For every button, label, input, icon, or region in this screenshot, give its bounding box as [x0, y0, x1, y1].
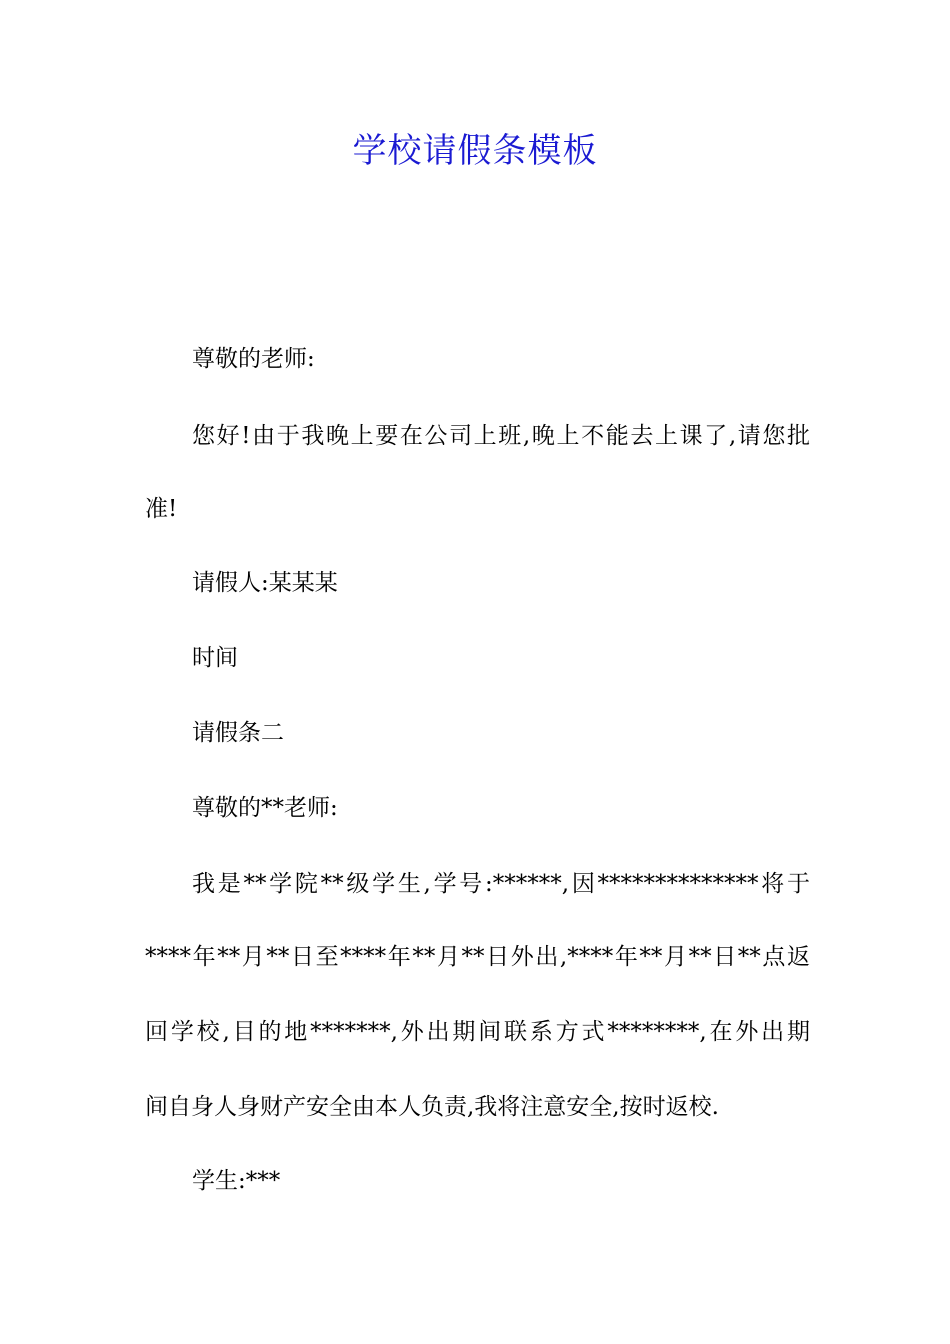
paragraph-1-line-2: 准!	[145, 496, 178, 522]
section-heading: 请假条二	[192, 720, 284, 746]
salutation: 尊敬的老师:	[192, 346, 315, 372]
student-signature-line: 学生:***	[192, 1168, 281, 1194]
paragraph-2-line-1: 我是**学院**级学生,学号:******,因**************将于	[192, 871, 810, 897]
requester-line: 请假人:某某某	[192, 570, 338, 596]
document-title: 学校请假条模板	[352, 131, 598, 171]
time-line: 时间	[192, 645, 238, 671]
paragraph-1-line-1: 您好!由于我晚上要在公司上班,晚上不能去上课了,请您批	[192, 423, 810, 449]
paragraph-2-line-2: ****年**月**日至****年**月**日外出,****年**月**日**点返	[145, 944, 810, 970]
paragraph-2-line-3: 回学校,目的地*******,外出期间联系方式********,在外出期	[145, 1019, 810, 1045]
paragraph-2-line-4: 间自身人身财产安全由本人负责,我将注意安全,按时返校.	[145, 1094, 719, 1120]
salutation-2: 尊敬的**老师:	[192, 795, 338, 821]
